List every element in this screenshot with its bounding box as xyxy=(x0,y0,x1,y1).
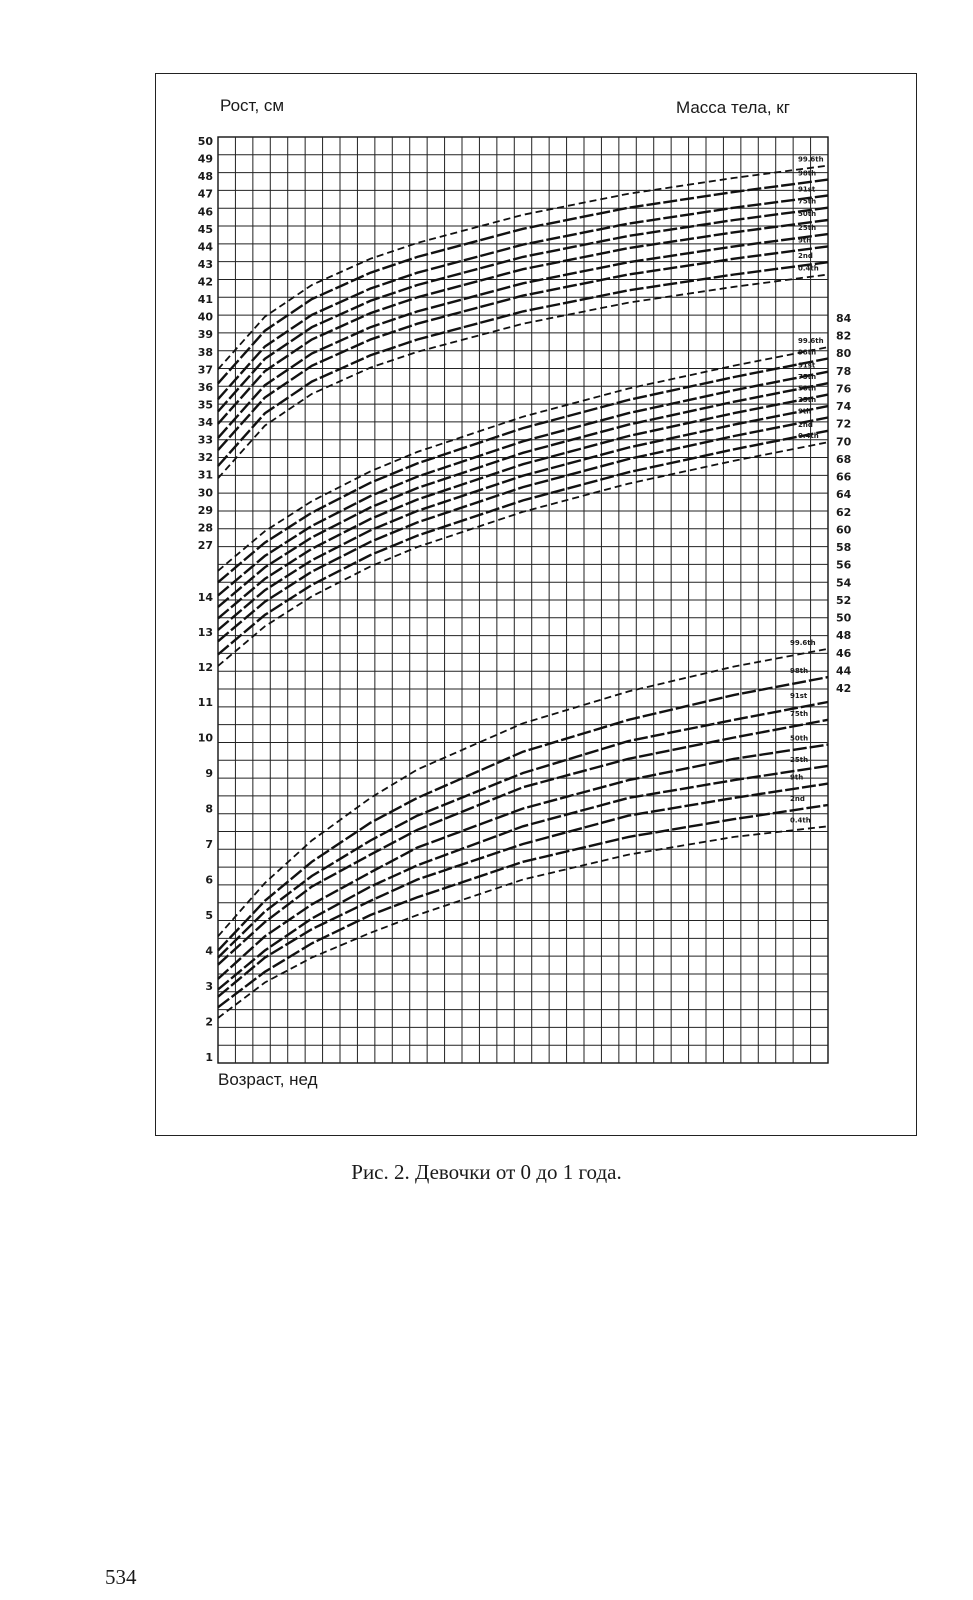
weight-percentile-label: 50th xyxy=(790,734,809,743)
left-tick-label: 3 xyxy=(205,980,213,993)
page-number: 534 xyxy=(105,1565,137,1589)
left-tick-label: 49 xyxy=(197,152,213,166)
left-tick-label: 12 xyxy=(197,661,213,674)
head-circumference-percentile-label: 2nd xyxy=(798,252,813,261)
left-tick-label: 7 xyxy=(205,838,213,851)
left-tick-label: 4 xyxy=(205,944,213,958)
left-tick-label: 44 xyxy=(197,240,213,254)
left-tick-label: 36 xyxy=(197,380,213,394)
length-percentile-label: 25th xyxy=(798,396,817,405)
weight-curve-99-6th xyxy=(218,649,828,937)
weight-curve-75th xyxy=(218,720,828,965)
right-tick-label: 72 xyxy=(836,417,852,431)
length-percentile-label: 2nd xyxy=(798,420,813,429)
left-tick-label: 10 xyxy=(197,731,213,745)
left-tick-label: 48 xyxy=(197,170,213,184)
head-circumference-percentile-label: 99.6th xyxy=(798,155,824,164)
left-tick-label: 35 xyxy=(197,398,213,412)
left-tick-label: 37 xyxy=(197,363,213,377)
right-tick-label: 78 xyxy=(836,364,852,378)
left-tick-label: 2 xyxy=(205,1015,213,1029)
head-circumference-curve-98th xyxy=(218,180,828,384)
right-tick-label: 42 xyxy=(836,682,852,695)
right-tick-label: 52 xyxy=(836,593,852,607)
length-percentile-label: 9th xyxy=(798,407,812,416)
head-circumference-curve-99-6th xyxy=(218,166,828,370)
length-percentile-label: 0.4th xyxy=(798,432,819,441)
head-circumference-curve-25th xyxy=(218,234,828,441)
right-tick-label: 64 xyxy=(836,488,852,502)
weight-curve-2nd xyxy=(218,805,828,1007)
length-percentile-label: 75th xyxy=(798,373,817,382)
left-tick-label: 28 xyxy=(197,521,213,535)
left-tick-label: 45 xyxy=(197,222,213,236)
right-tick-label: 58 xyxy=(836,541,852,555)
right-tick-label: 82 xyxy=(836,329,852,343)
left-tick-label: 11 xyxy=(197,696,213,709)
length-curve-98th xyxy=(218,359,828,583)
length-percentile-label: 91st xyxy=(798,361,816,370)
length-percentile-label: 99.6th xyxy=(798,337,824,346)
right-tick-label: 68 xyxy=(836,452,852,466)
left-tick-label: 33 xyxy=(197,433,213,447)
right-tick-label: 80 xyxy=(836,347,852,361)
right-tick-label: 50 xyxy=(836,611,852,625)
weight-percentile-label: 0.4th xyxy=(790,816,811,825)
right-tick-label: 56 xyxy=(836,558,852,572)
left-tick-label: 47 xyxy=(197,187,213,201)
left-tick-label: 41 xyxy=(197,293,213,307)
left-tick-label: 38 xyxy=(197,345,213,359)
length-percentile-label: 98th xyxy=(798,348,817,357)
left-tick-label: 46 xyxy=(197,205,213,219)
head-circumference-percentile-label: 98th xyxy=(798,169,817,178)
x-axis-title: Возраст, нед xyxy=(218,1070,318,1089)
length-curve-99-6th xyxy=(218,347,828,571)
right-tick-label: 84 xyxy=(836,312,852,325)
left-tick-label: 30 xyxy=(197,486,213,500)
weight-percentile-label: 9th xyxy=(790,773,804,782)
weight-percentile-label: 98th xyxy=(790,667,809,676)
right-axis-title: Масса тела, кг xyxy=(676,98,790,117)
left-axis-title: Рост, см xyxy=(220,96,285,115)
weight-curve-0-4th xyxy=(218,826,828,1018)
left-tick-label: 29 xyxy=(197,503,213,517)
right-tick-label: 60 xyxy=(836,523,852,537)
left-tick-label: 8 xyxy=(205,802,213,816)
head-circumference-percentile-label: 91st xyxy=(798,185,816,194)
length-percentile-label: 50th xyxy=(798,384,817,393)
left-tick-label: 1 xyxy=(205,1051,213,1064)
weight-percentile-label: 91st xyxy=(790,692,808,700)
left-tick-label: 42 xyxy=(197,275,213,289)
right-tick-label: 54 xyxy=(836,576,852,590)
left-tick-label: 34 xyxy=(197,416,213,430)
left-tick-label: 43 xyxy=(197,257,213,271)
left-tick-label: 27 xyxy=(197,539,213,552)
head-circumference-curve-9th xyxy=(218,246,828,450)
length-curve-9th xyxy=(218,418,828,642)
head-circumference-curve-50th xyxy=(218,220,828,424)
weight-percentile-label: 99.6th xyxy=(790,638,816,647)
right-tick-label: 74 xyxy=(836,400,852,414)
head-circumference-percentile-label: 9th xyxy=(798,236,812,245)
figure-caption: Рис. 2. Девочки от 0 до 1 года. xyxy=(351,1160,622,1184)
left-tick-label: 32 xyxy=(197,451,213,465)
head-circumference-percentile-label: 50th xyxy=(798,210,817,219)
right-tick-label: 76 xyxy=(836,382,852,396)
head-circumference-percentile-label: 75th xyxy=(798,197,817,206)
weight-percentile-label: 25th xyxy=(790,755,809,764)
weight-percentile-label: 2nd xyxy=(790,794,805,803)
left-tick-label: 6 xyxy=(205,873,213,887)
head-circumference-percentile-label: 0.4th xyxy=(798,264,819,273)
left-tick-label: 39 xyxy=(197,328,213,342)
left-tick-label: 31 xyxy=(197,468,213,482)
left-tick-label: 50 xyxy=(197,135,213,148)
left-tick-label: 40 xyxy=(197,310,213,324)
right-tick-label: 70 xyxy=(836,435,852,449)
left-tick-label: 5 xyxy=(205,909,213,922)
right-tick-label: 46 xyxy=(836,646,852,660)
head-circumference-percentile-label: 25th xyxy=(798,224,817,233)
left-tick-label: 9 xyxy=(205,767,213,780)
head-circumference-curve-75th xyxy=(218,208,828,412)
right-tick-label: 62 xyxy=(836,505,852,519)
weight-percentile-label: 75th xyxy=(790,709,809,718)
weight-curve-9th xyxy=(218,784,828,997)
right-tick-label: 48 xyxy=(836,629,852,643)
left-tick-label: 14 xyxy=(197,591,213,604)
right-tick-label: 44 xyxy=(836,664,852,678)
left-tick-label: 13 xyxy=(197,626,213,639)
right-tick-label: 66 xyxy=(836,470,852,484)
